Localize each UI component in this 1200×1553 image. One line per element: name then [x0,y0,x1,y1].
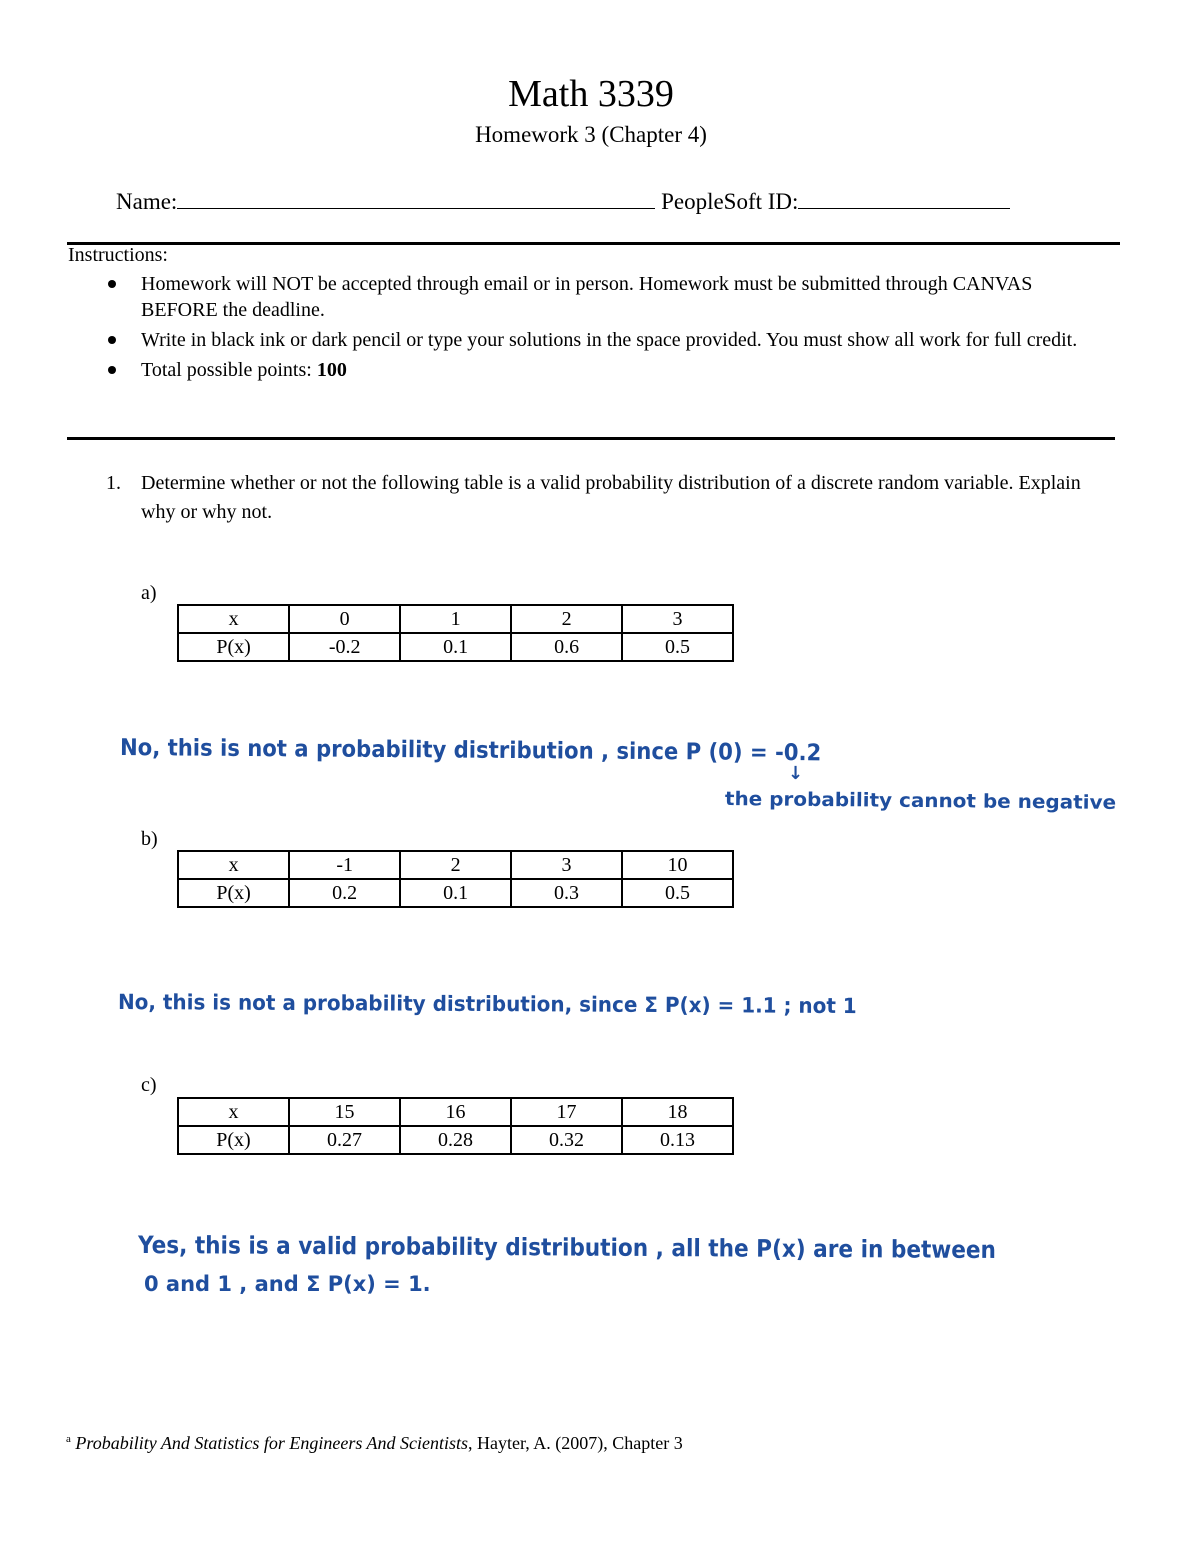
table-cell: P(x) [178,879,289,907]
table-row [178,879,733,907]
table-cell: 16 [400,1098,511,1126]
instruction-text: Homework will NOT be accepted through email or in person. Homework must be submitted through CANVAS BEFORE the deadline. [141,273,1033,321]
footnote-citation: , Hayter, A. (2007), Chapter 3 [468,1433,683,1453]
handwritten-answer-a-line2: the probability cannot be negative [724,788,1117,814]
part-a-label: a) [141,582,157,604]
instructions-list [104,271,1104,387]
table-a [177,604,734,662]
table-cell: 0.5 [622,879,733,907]
list-item [104,357,1104,383]
table-cell: 17 [511,1098,622,1126]
instructions-heading: Instructions: [68,244,168,266]
footnote [66,1433,683,1454]
part-b-label: b) [141,828,158,850]
table-row [178,1126,733,1154]
peoplesoft-id-field[interactable] [798,186,1010,209]
table-cell: 3 [622,605,733,633]
table-c [177,1097,734,1155]
list-item [104,327,1104,353]
list-item [104,271,1104,323]
table-row [178,1098,733,1126]
handwritten-answer-c-line2: 0 and 1 , and Σ P(x) = 1. [144,1272,431,1296]
table-cell: x [178,851,289,879]
handwritten-answer-a-line1: No, this is not a probability distribution , since P (0) = -0.2 [119,735,822,767]
table-cell: 0.32 [511,1126,622,1154]
points-value: 100 [316,359,347,381]
down-arrow-icon: ↓ [788,763,804,784]
table-cell: 2 [511,605,622,633]
table-row [178,851,733,879]
bullet-icon [108,280,116,288]
table-cell: 0.3 [511,879,622,907]
table-cell: 0.5 [622,633,733,661]
table-cell: 1 [400,605,511,633]
table-cell: x [178,605,289,633]
table-cell: 0.1 [400,633,511,661]
table-cell: 0.6 [511,633,622,661]
bullet-icon [108,366,116,374]
divider-bottom [67,437,1115,440]
table-cell: P(x) [178,633,289,661]
points-label: Total possible points: [141,359,317,381]
table-cell: 0.1 [400,879,511,907]
table-cell: x [178,1098,289,1126]
table-cell: 10 [622,851,733,879]
footnote-marker: a [66,1433,71,1445]
table-cell: 0.13 [622,1126,733,1154]
divider-top [67,242,1120,245]
part-c-label: c) [141,1074,157,1096]
table-b [177,850,734,908]
bullet-icon [108,336,116,344]
table-row [178,605,733,633]
table-cell: 2 [400,851,511,879]
question-text: Determine whether or not the following table is a valid probability distribution of a discrete random variable. Explain why or why not. [141,472,1081,523]
question-1 [106,469,1106,527]
question-number: 1. [106,472,121,494]
name-field[interactable] [177,186,655,209]
table-cell: P(x) [178,1126,289,1154]
table-cell: -0.2 [289,633,400,661]
table-cell: 0 [289,605,400,633]
name-label: Name: [116,189,178,214]
table-cell: 18 [622,1098,733,1126]
table-cell: 3 [511,851,622,879]
page-subtitle: Homework 3 (Chapter 4) [475,122,707,147]
page-title: Math 3339 [508,73,674,115]
table-cell: 15 [289,1098,400,1126]
handwritten-answer-b: No, this is not a probability distribution, since Σ P(x) = 1.1 ; not 1 [117,990,857,1019]
handwritten-answer-c-line1: Yes, this is a valid probability distribution , all the P(x) are in between [137,1231,997,1264]
student-info-line [116,186,1010,215]
peoplesoft-id-label: PeopleSoft ID: [661,189,799,214]
footnote-book-title: Probability And Statistics for Engineers And Scientists [75,1433,469,1453]
table-cell: 0.28 [400,1126,511,1154]
instruction-text: Write in black ink or dark pencil or type your solutions in the space provided. You must show all work for full credit. [141,329,1078,351]
table-cell: 0.27 [289,1126,400,1154]
table-row [178,633,733,661]
table-cell: 0.2 [289,879,400,907]
table-cell: -1 [289,851,400,879]
